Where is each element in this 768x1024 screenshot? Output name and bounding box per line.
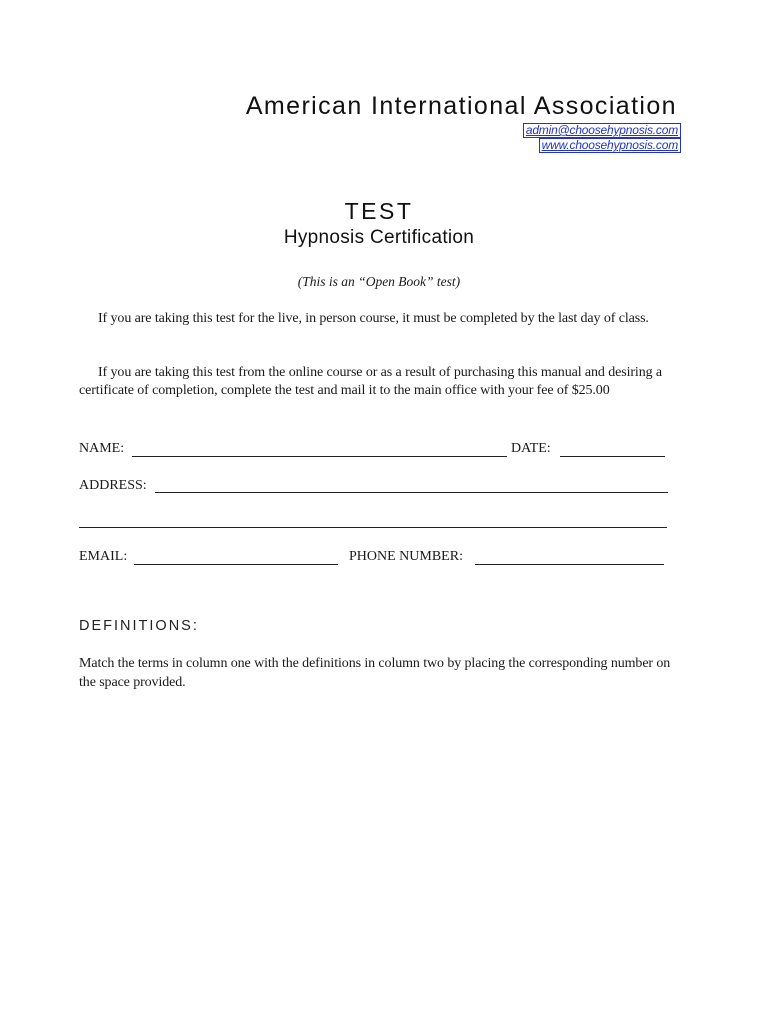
address-field-line-1[interactable] (155, 492, 668, 493)
intro-paragraph-online-course: If you are taking this test from the online course or as a result of purchasing this manual and desiring a certificate of completion, complete the test and mail it to the main office with your fee of $25.00 (79, 365, 663, 398)
date-label: DATE: (511, 441, 551, 456)
address-label: ADDRESS: (79, 478, 147, 493)
document-title: TEST (344, 198, 414, 224)
name-field-line[interactable] (132, 456, 507, 457)
open-book-note: (This is an “Open Book” test) (297, 274, 461, 289)
name-label: NAME: (79, 441, 125, 456)
document-subtitle: Hypnosis Certification (283, 227, 475, 248)
definitions-instructions: Match the terms in column one with the definitions in column two by placing the corresponding number on the space provided. (79, 656, 671, 690)
address-field-line-2[interactable] (79, 527, 667, 528)
email-link[interactable]: admin@choosehypnosis.com (523, 123, 681, 138)
email-label: EMAIL: (79, 549, 128, 564)
date-field-line[interactable] (560, 456, 665, 457)
phone-field-line[interactable] (475, 564, 664, 565)
definitions-heading: DEFINITIONS: (79, 618, 199, 634)
website-link[interactable]: www.choosehypnosis.com (539, 138, 681, 153)
phone-label: PHONE NUMBER: (349, 549, 463, 564)
organization-name: American International Association (245, 92, 677, 120)
intro-paragraph-live-course: If you are taking this test for the live, in person course, it must be completed by the last day of class. (98, 311, 649, 326)
email-field-line[interactable] (134, 564, 338, 565)
